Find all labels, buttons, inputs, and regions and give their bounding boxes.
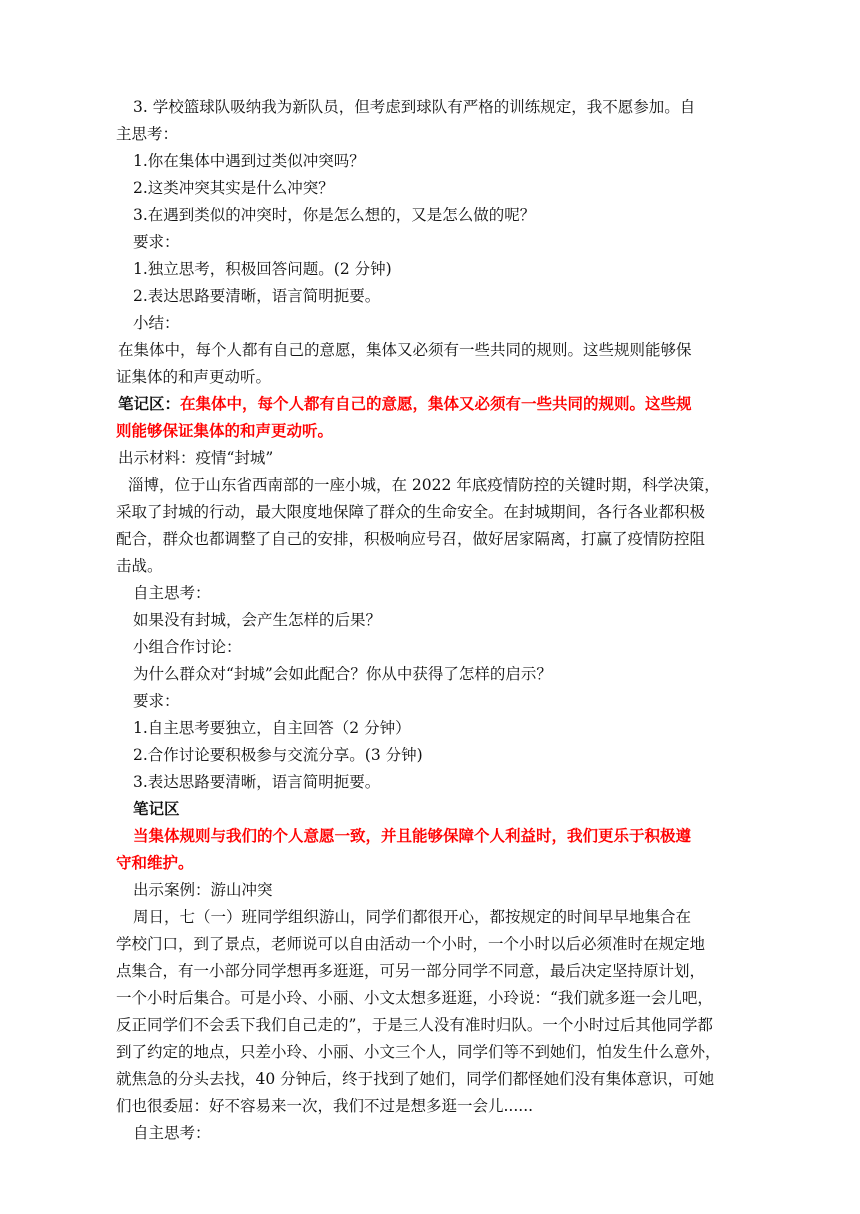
summary-label: 小结： — [133, 314, 180, 332]
question-1: 1.你在集体中遇到过类似冲突吗？ — [133, 152, 365, 170]
case-line1: 周日，七（一）班同学组织游山，同学们都很开心，都按规定的时间早早地集合在 — [133, 908, 692, 926]
case-line2: 学校门口，到了景点，老师说可以自由活动一个小时，一个小时以后必须准时在规定地 — [116, 935, 706, 953]
material-para-line4: 击战。 — [116, 557, 163, 575]
think-label: 自主思考： — [133, 584, 211, 602]
material-para-line1: 淄博，位于山东省西南部的一座小城，在 2022 年底疫情防控的关键时期，科学决策， — [128, 476, 720, 494]
note-area-2-line1: 当集体规则与我们的个人意愿一致，并且能够保障个人利益时，我们更乐于积极遵 — [133, 827, 692, 845]
note-area-1-text1: 在集体中，每个人都有自己的意愿，集体又必须有一些共同的规则。这些规 — [180, 395, 692, 413]
case-line5: 反正同学们不会丢下我们自己走的”，于是三人没有准时归队。一个小时过后其他同学都 — [116, 1016, 713, 1034]
discuss-question: 为什么群众对“封城”会如此配合？你从中获得了怎样的启示？ — [133, 665, 552, 683]
summary-line2: 证集体的和声更动听。 — [116, 368, 272, 386]
question-3: 3.在遇到类似的冲突时，你是怎么想的，又是怎么做的呢？ — [133, 206, 536, 224]
material-para-line2: 采取了封城的行动，最大限度地保障了群众的生命安全。在封城期间，各行各业都积极 — [116, 503, 706, 521]
note-area-2-line2: 守和维护。 — [116, 854, 194, 872]
requirement-2: 2.表达思路要清晰，语言简明扼要。 — [133, 287, 381, 305]
case-line6: 到了约定的地点，只差小玲、小丽、小文三个人，同学们等不到她们，怕发生什么意外， — [116, 1043, 721, 1061]
material-req-label: 要求： — [133, 692, 180, 710]
case-line4: 一个小时后集合。可是小玲、小丽、小文太想多逛逛，小玲说：“我们就多逛一会儿吧， — [116, 989, 713, 1007]
discuss-label: 小组合作讨论： — [133, 638, 242, 656]
note-area-1-line2: 则能够保证集体的和声更动听。 — [116, 422, 334, 440]
summary-line1: 在集体中，每个人都有自己的意愿，集体又必须有一些共同的规则。这些规则能够保 — [118, 341, 692, 359]
case-line7: 就焦急的分头去找，40 分钟后，终于找到了她们，同学们都怪她们没有集体意识，可她 — [116, 1070, 715, 1088]
material-req-1: 1.自主思考要独立，自主回答（2 分钟） — [133, 719, 411, 737]
case-think-label: 自主思考： — [133, 1124, 211, 1142]
case-line8: 们也很委屈：好不容易来一次，我们不过是想多逛一会儿...... — [116, 1097, 534, 1115]
material-para-line3: 配合，群众也都调整了自己的安排，积极响应号召，做好居家隔离，打赢了疫情防控阻 — [116, 530, 706, 548]
requirement-1: 1.独立思考，积极回答问题。(2 分钟) — [133, 260, 392, 278]
note-area-1-line1 — [118, 391, 692, 418]
material-label: 出示材料：疫情“封城” — [118, 449, 274, 467]
section3-line1: 3. 学校篮球队吸纳我为新队员，但考虑到球队有严格的训练规定，我不愿参加。自 — [133, 98, 696, 116]
think-question: 如果没有封城，会产生怎样的后果？ — [133, 611, 382, 629]
requirements-label: 要求： — [133, 233, 180, 251]
note-area-2-label: 笔记区 — [133, 800, 180, 818]
section3-line2: 主思考： — [116, 125, 179, 143]
question-2: 2.这类冲突其实是什么冲突？ — [133, 179, 334, 197]
material-req-3: 3.表达思路要清晰，语言简明扼要。 — [133, 773, 381, 791]
case-label: 出示案例：游山冲突 — [133, 881, 273, 899]
case-line3: 点集合，有一小部分同学想再多逛逛，可另一部分同学不同意，最后决定坚持原计划， — [116, 962, 706, 980]
material-req-2: 2.合作讨论要积极参与交流分享。(3 分钟) — [133, 746, 423, 764]
note-area-1-label: 笔记区： — [118, 395, 181, 413]
